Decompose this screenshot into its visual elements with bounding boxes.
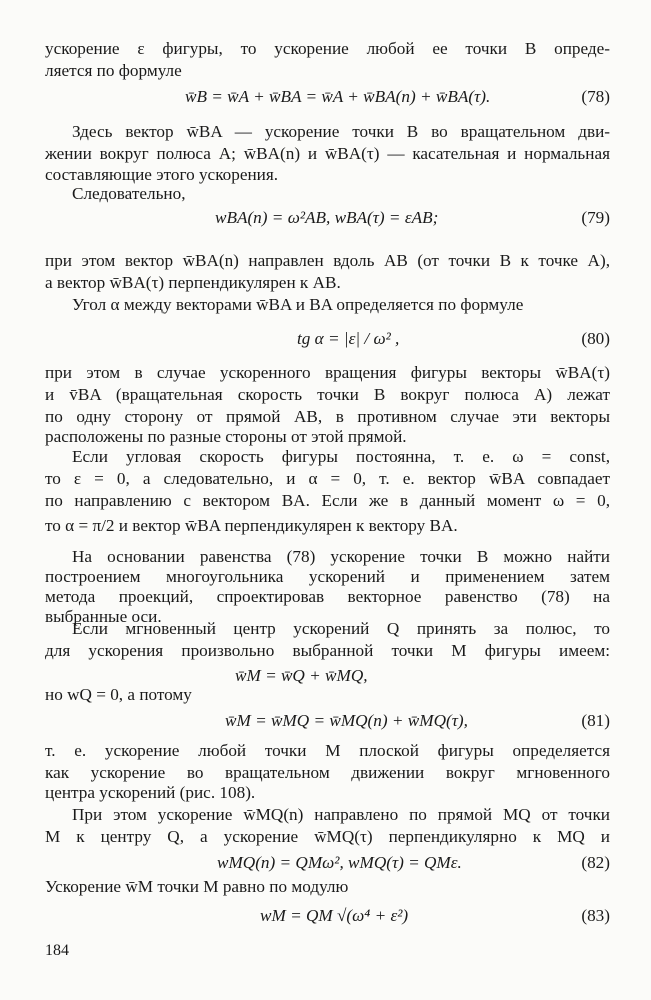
text-line: Если угловая скорость фигуры постоянна, т. е. ω = const, bbox=[72, 447, 610, 466]
page-number: 184 bbox=[45, 942, 69, 959]
text-line: по одну сторону от прямой AB, в противном случае эти векторы bbox=[45, 407, 610, 426]
text-line: построением многоугольника ускорений и применением затем bbox=[45, 567, 610, 586]
text-line: для ускорения произвольно выбранной точки M фигуры имеем: bbox=[45, 641, 610, 660]
text-line: метода проекций, спроектировав векторное равенство (78) на bbox=[45, 587, 610, 606]
equation-expr: wM = QM √(ω⁴ + ε²) bbox=[260, 906, 409, 925]
equation-81 bbox=[45, 708, 610, 734]
equation-number: (78) bbox=[581, 87, 610, 106]
text-line: Следовательно, bbox=[72, 184, 186, 203]
equation-expr: w̄B = w̄A + w̄BA = w̄A + w̄BA(n) + w̄BA(τ). bbox=[185, 87, 491, 106]
equation-expr: tg α = |ε| / ω² , bbox=[297, 329, 400, 348]
text-line: ускорение ε фигуры, то ускорение любой ее точки B опреде- bbox=[45, 39, 610, 58]
text-line: как ускорение во вращательном движении вокруг мгновенного bbox=[45, 763, 610, 782]
equation-expr: w̄M = w̄Q + w̄MQ, bbox=[235, 666, 368, 685]
equation-number: (83) bbox=[581, 906, 610, 925]
equation-expr: w̄M = w̄MQ = w̄MQ(n) + w̄MQ(τ), bbox=[225, 711, 468, 730]
text-line: Ускорение w̄M точки M равно по модулю bbox=[45, 877, 349, 896]
text-line: Здесь вектор w̄BA — ускорение точки B во вращательном дви- bbox=[72, 122, 610, 141]
text-line: т. е. ускорение любой точки M плоской фигуры определяется bbox=[45, 741, 610, 760]
equation-82 bbox=[45, 850, 610, 876]
text-line: то α = π/2 и вектор w̄BA перпендикулярен к вектору BA. bbox=[45, 516, 458, 535]
equation-79 bbox=[45, 205, 610, 231]
equation-expr: wMQ(n) = QMω², wMQ(τ) = QMε. bbox=[217, 853, 462, 872]
text-line: при этом вектор w̄BA(n) направлен вдоль AB (от точки B к точке A), bbox=[45, 251, 610, 270]
text-line: расположены по разные стороны от этой прямой. bbox=[45, 427, 407, 446]
text-line: Угол α между векторами w̄BA и BA определяется по формуле bbox=[72, 295, 524, 314]
equation-80 bbox=[45, 326, 610, 352]
text-line: и v̄BA (вращательная скорость точки B вокруг полюса A) лежат bbox=[45, 385, 610, 404]
equation-number: (79) bbox=[581, 208, 610, 227]
text-line: но wQ = 0, а потому bbox=[45, 685, 192, 704]
text-line: центра ускорений (рис. 108). bbox=[45, 783, 256, 802]
equation-number: (82) bbox=[581, 853, 610, 872]
equation-78 bbox=[45, 84, 610, 110]
text-line: а вектор w̄BA(τ) перпендикулярен к AB. bbox=[45, 273, 341, 292]
text-line: при этом в случае ускоренного вращения фигуры векторы w̄BA(τ) bbox=[45, 363, 610, 382]
text-line: по направлению с вектором BA. Если же в данный момент ω = 0, bbox=[45, 491, 610, 510]
text-line: ляется по формуле bbox=[45, 61, 182, 80]
text-line: составляющие этого ускорения. bbox=[45, 165, 279, 184]
equation-expr: wBA(n) = ω²AB, wBA(τ) = εAB; bbox=[215, 208, 439, 227]
text-line: M к центру Q, а ускорение w̄MQ(τ) перпендикулярно к MQ и bbox=[45, 827, 610, 846]
text-line: На основании равенства (78) ускорение точки B можно найти bbox=[72, 547, 610, 566]
text-line: При этом ускорение w̄MQ(n) направлено по прямой MQ от точки bbox=[72, 805, 610, 824]
equation-83 bbox=[45, 903, 610, 929]
text-line: жении вокруг полюса A; w̄BA(n) и w̄BA(τ) — касательная и нормальная bbox=[45, 144, 610, 163]
text-line: выбранные оси. bbox=[45, 607, 162, 626]
text-line: то ε = 0, а следовательно, и α = 0, т. е. вектор w̄BA совпадает bbox=[45, 469, 610, 488]
text-line: Если мгновенный центр ускорений Q принять за полюс, то bbox=[72, 619, 610, 638]
equation-number: (80) bbox=[581, 329, 610, 348]
equation-number: (81) bbox=[581, 711, 610, 730]
